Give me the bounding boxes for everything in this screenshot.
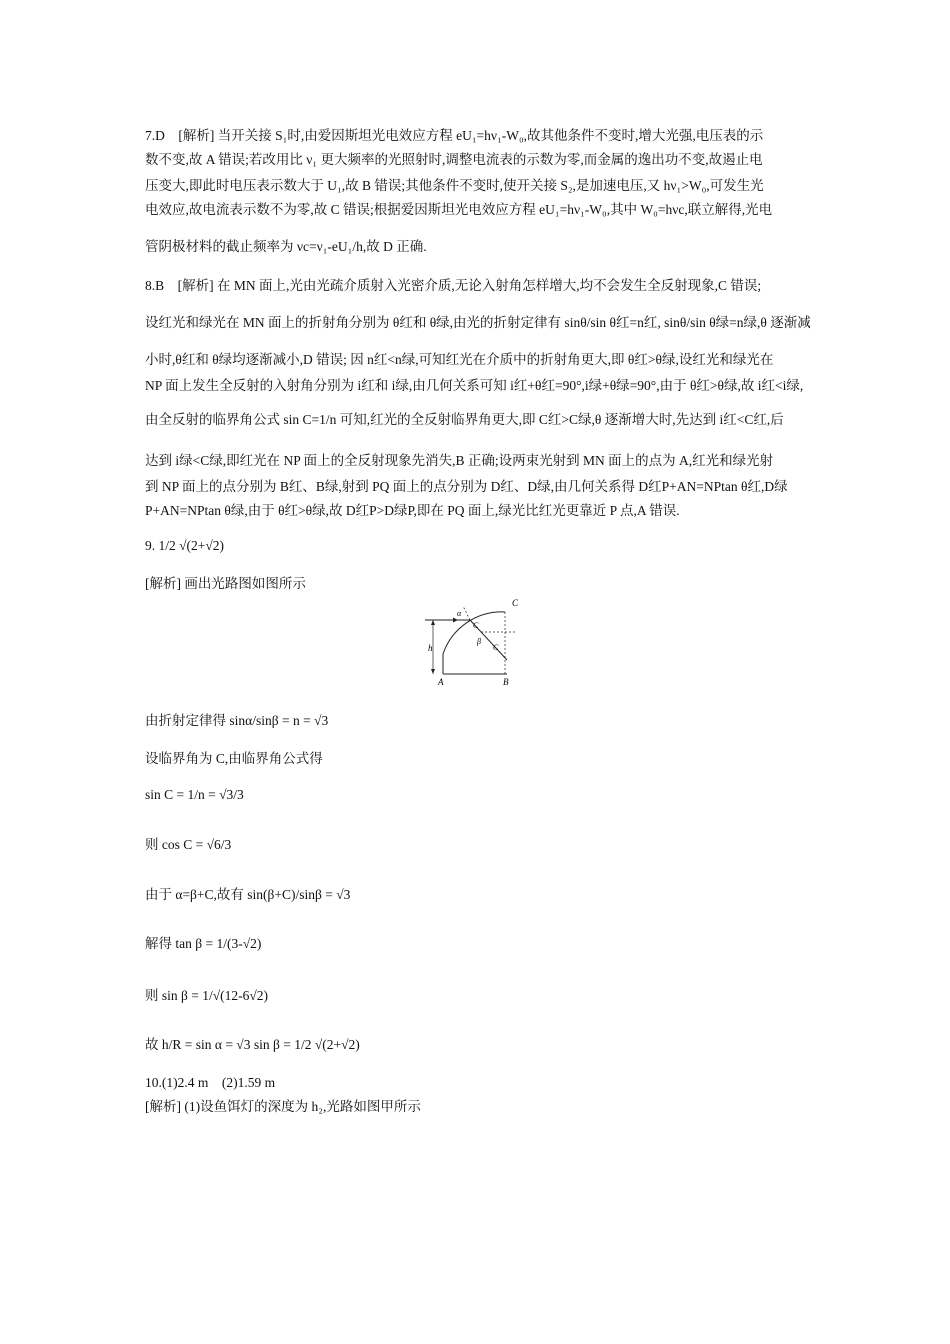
q8-line-7: 到 NP 面上的点分别为 B红、B绿,射到 PQ 面上的点分别为 D红、D绿,由几何关系得 D红P+AN=NPtan θ红,D绿 [145, 479, 788, 494]
q8-line-5: 由全反射的临界角公式 sin C=1/n 可知,红光的全反射临界角更大,即 C红>C绿,θ 逐渐增大时,先达到 i红<C红,后 [145, 412, 784, 427]
fig-label-h: h [428, 643, 433, 653]
fig-label-alpha: α [457, 609, 462, 618]
q7-line-4: 电效应,故电流表示数不为零,故 C 错误;根据爱因斯坦光电效应方程 eU₁=hν₁-W₀,其中 W₀=hνc,联立解得,光电 [145, 202, 773, 217]
q8-line-4: NP 面上发生全反射的入射角分别为 i红和 i绿,由几何关系可知 i红+θ红=90°,i绿+θ绿=90°,由于 θ红>θ绿,故 i红<i绿, [145, 378, 804, 393]
q8-line-1: 8.B [解析] 在 MN 面上,光由光疏介质射入光密介质,无论入射角怎样增大,均不会发生全反射现象,C 错误; [145, 278, 762, 293]
q9-analysis-intro: [解析] 画出光路图如图所示 [145, 576, 306, 591]
light-path-diagram [425, 596, 525, 686]
fig-label-c-upper: C [473, 621, 479, 630]
q10-analysis-intro: [解析] (1)设鱼饵灯的深度为 h₂,光路如图甲所示 [145, 1099, 421, 1114]
fig-label-b: B [503, 677, 509, 686]
q9-step-tanbeta: 解得 tan β = 1/(3-√2) [145, 936, 262, 951]
q8-line-3: 小时,θ红和 θ绿均逐渐减小,D 错误; 因 n红<n绿,可知红光在介质中的折射角更大,即 θ红>θ绿,设红光和绿光在 [145, 352, 774, 367]
q7-line-2: 数不变,故 A 错误;若改用比 ν₁ 更大频率的光照射时,调整电流表的示数为零,而金属的逸出功不变,故遏止电 [145, 152, 763, 167]
q9-step-sinc: sin C = 1/n = √3/3 [145, 787, 244, 802]
q9-step-refraction: 由折射定律得 sinα/sinβ = n = √3 [145, 713, 329, 728]
q9-step-result: 故 h/R = sin α = √3 sin β = 1/2 √(2+√2) [145, 1037, 360, 1052]
fig-label-c-top: C [512, 598, 519, 608]
q7-line-3: 压变大,即此时电压表示数大于 U₁,故 B 错误;其他条件不变时,使开关接 S₂,是加速电压,又 hν₁>W₀,可发生光 [145, 178, 764, 193]
q7-line-5: 管阴极材料的截止频率为 νc=ν₁-eU₁/h,故 D 正确. [145, 239, 427, 254]
q7-line-1: 7.D [解析] 当开关接 S₁时,由爱因斯坦光电效应方程 eU₁=hν₁-W₀,故其他条件不变时,增大光强,电压表的示 [145, 128, 764, 143]
q9-step-critical: 设临界角为 C,由临界角公式得 [145, 751, 323, 766]
q8-line-8: P+AN=NPtan θ绿,由于 θ红>θ绿,故 D红P>D绿P,即在 PQ 面上,绿光比红光更靠近 P 点,A 错误. [145, 503, 680, 518]
light-path-figure [425, 596, 525, 686]
q9-step-cosc: 则 cos C = √6/3 [145, 837, 232, 852]
q8-line-6: 达到 i绿<C绿,即红光在 NP 面上的全反射现象先消失,B 正确;设两束光射到 MN 面上的点为 A,红光和绿光射 [145, 453, 774, 468]
q9-answer: 9. 1/2 √(2+√2) [145, 538, 225, 553]
q8-line-2: 设红光和绿光在 MN 面上的折射角分别为 θ红和 θ绿,由光的折射定律有 sinθ/sin θ红=n红, sinθ/sin θ绿=n绿,θ 逐渐减 [145, 315, 811, 330]
q9-step-alpha: 由于 α=β+C,故有 sin(β+C)/sinβ = √3 [145, 887, 351, 902]
fig-label-c-lower: C [493, 643, 499, 652]
fig-label-a: A [438, 677, 444, 686]
q10-answer: 10.(1)2.4 m (2)1.59 m [145, 1075, 276, 1090]
q9-step-sinbeta: 则 sin β = 1/√(12-6√2) [145, 988, 269, 1003]
fig-label-beta: β [477, 637, 481, 646]
